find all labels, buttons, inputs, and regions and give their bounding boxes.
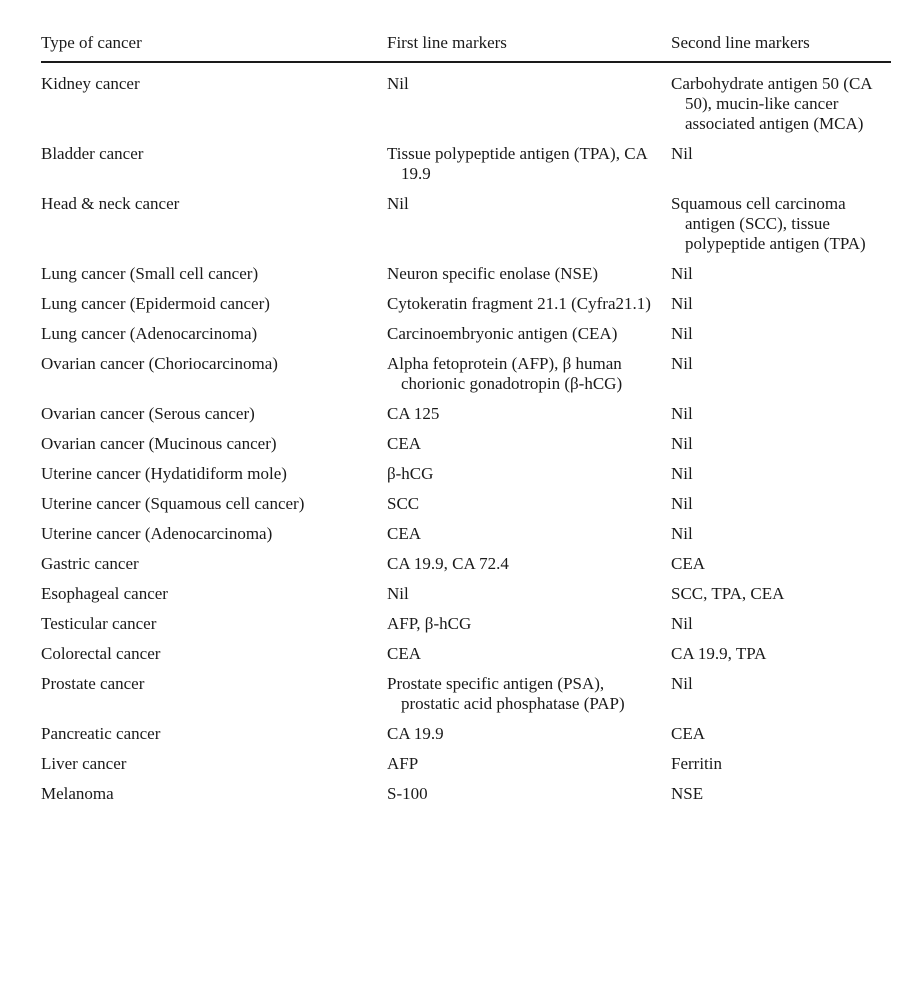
cell-first-line-markers [387, 674, 671, 724]
table-row [41, 294, 891, 324]
cell-first-line-markers [387, 144, 671, 194]
table-row [41, 62, 891, 144]
table-row [41, 404, 891, 434]
cell-second-line-markers [671, 62, 891, 144]
cell-second-line-markers [671, 194, 891, 264]
cell-first-line-markers-text: Carcinoembryonic antigen (CEA) [387, 324, 618, 343]
header-type-of-cancer: Type of cancer [41, 0, 387, 62]
cell-first-line-markers [387, 554, 671, 584]
table-row [41, 754, 891, 784]
cell-type-of-cancer [41, 524, 387, 554]
table-row [41, 494, 891, 524]
cell-type-of-cancer [41, 62, 387, 144]
cell-second-line-markers-text: Nil [671, 614, 693, 633]
cell-second-line-markers-text: Nil [671, 354, 693, 373]
table-row [41, 194, 891, 264]
table-row [41, 464, 891, 494]
table-header [41, 0, 891, 62]
cell-first-line-markers-text: Neuron specific enolase (NSE) [387, 264, 599, 283]
cell-first-line-markers [387, 644, 671, 674]
cell-second-line-markers-text: CEA [671, 724, 705, 743]
cell-second-line-markers [671, 754, 891, 784]
cell-first-line-markers-text: SCC [387, 494, 420, 513]
cell-first-line-markers [387, 294, 671, 324]
cell-second-line-markers [671, 324, 891, 354]
cell-second-line-markers [671, 354, 891, 404]
cell-second-line-markers-text: Nil [671, 264, 693, 283]
cell-second-line-markers-text: NSE [671, 784, 704, 803]
cell-type-of-cancer [41, 404, 387, 434]
cell-type-of-cancer-text: Kidney cancer [41, 74, 140, 93]
cell-first-line-markers-text: Cytokeratin fragment 21.1 (Cyfra21.1) [387, 294, 651, 313]
cell-type-of-cancer-text: Melanoma [41, 784, 114, 803]
cell-second-line-markers-text: Nil [671, 524, 693, 543]
header-first-line-markers: First line markers [387, 0, 671, 62]
table-row [41, 584, 891, 614]
cell-first-line-markers [387, 194, 671, 264]
cell-second-line-markers [671, 554, 891, 584]
header-row [41, 0, 891, 62]
cell-type-of-cancer [41, 194, 387, 264]
cell-second-line-markers-text: Squamous cell carcinoma antigen (SCC), tissue polypeptide antigen (TPA) [671, 194, 866, 253]
cell-first-line-markers-text: CA 125 [387, 404, 440, 423]
cell-first-line-markers [387, 524, 671, 554]
cell-type-of-cancer [41, 324, 387, 354]
cell-first-line-markers [387, 434, 671, 464]
cell-first-line-markers-text: CA 19.9 [387, 724, 444, 743]
cell-type-of-cancer-text: Ovarian cancer (Serous cancer) [41, 404, 255, 423]
cell-first-line-markers-text: S-100 [387, 784, 428, 803]
cell-first-line-markers-text: Nil [387, 74, 409, 93]
cell-first-line-markers-text: CEA [387, 434, 421, 453]
cell-first-line-markers-text: Nil [387, 194, 409, 213]
cell-first-line-markers [387, 494, 671, 524]
cell-type-of-cancer-text: Ovarian cancer (Choriocarcinoma) [41, 354, 278, 373]
cell-type-of-cancer-text: Bladder cancer [41, 144, 144, 163]
cell-second-line-markers-text: Nil [671, 144, 693, 163]
cell-first-line-markers [387, 584, 671, 614]
cell-second-line-markers [671, 144, 891, 194]
cell-second-line-markers-text: Ferritin [671, 754, 722, 773]
cell-first-line-markers [387, 724, 671, 754]
cell-second-line-markers [671, 434, 891, 464]
cell-second-line-markers-text: Nil [671, 494, 693, 513]
cell-second-line-markers [671, 584, 891, 614]
table-row [41, 784, 891, 814]
cell-second-line-markers [671, 494, 891, 524]
cell-type-of-cancer [41, 644, 387, 674]
marker-table-container [41, 0, 891, 814]
cell-second-line-markers [671, 294, 891, 324]
table-row [41, 724, 891, 754]
table-row [41, 144, 891, 194]
cell-first-line-markers [387, 62, 671, 144]
cell-second-line-markers [671, 524, 891, 554]
cell-type-of-cancer [41, 754, 387, 784]
cell-first-line-markers [387, 614, 671, 644]
cell-type-of-cancer [41, 674, 387, 724]
table-row [41, 264, 891, 294]
cell-type-of-cancer [41, 584, 387, 614]
cell-type-of-cancer-text: Lung cancer (Small cell cancer) [41, 264, 259, 283]
cell-type-of-cancer-text: Lung cancer (Epidermoid cancer) [41, 294, 270, 313]
cell-first-line-markers-text: CEA [387, 644, 421, 663]
cell-type-of-cancer [41, 554, 387, 584]
table-row [41, 614, 891, 644]
cell-first-line-markers-text: CA 19.9, CA 72.4 [387, 554, 509, 573]
cell-type-of-cancer-text: Lung cancer (Adenocarcinoma) [41, 324, 258, 343]
cell-first-line-markers [387, 404, 671, 434]
cell-second-line-markers-text: Nil [671, 324, 693, 343]
cell-first-line-markers [387, 264, 671, 294]
cell-type-of-cancer-text: Esophageal cancer [41, 584, 168, 603]
table-row [41, 644, 891, 674]
cell-type-of-cancer [41, 294, 387, 324]
cell-second-line-markers [671, 264, 891, 294]
cell-second-line-markers-text: Nil [671, 674, 693, 693]
cell-type-of-cancer-text: Pancreatic cancer [41, 724, 161, 743]
cell-first-line-markers-text: CEA [387, 524, 421, 543]
cell-type-of-cancer-text: Liver cancer [41, 754, 127, 773]
cell-second-line-markers-text: Nil [671, 294, 693, 313]
tumor-marker-table [41, 0, 891, 814]
header-second-line-markers: Second line markers [671, 0, 891, 62]
cell-type-of-cancer [41, 354, 387, 404]
cell-first-line-markers [387, 784, 671, 814]
cell-type-of-cancer [41, 434, 387, 464]
cell-second-line-markers [671, 404, 891, 434]
table-row [41, 554, 891, 584]
cell-type-of-cancer-text: Uterine cancer (Adenocarcinoma) [41, 524, 273, 543]
cell-second-line-markers-text: Nil [671, 404, 693, 423]
cell-second-line-markers-text: SCC, TPA, CEA [671, 584, 785, 603]
cell-second-line-markers [671, 674, 891, 724]
cell-first-line-markers [387, 354, 671, 404]
cell-type-of-cancer [41, 784, 387, 814]
table-row [41, 354, 891, 404]
table-row [41, 674, 891, 724]
cell-type-of-cancer-text: Uterine cancer (Squamous cell cancer) [41, 494, 305, 513]
cell-type-of-cancer-text: Prostate cancer [41, 674, 145, 693]
cell-type-of-cancer-text: Uterine cancer (Hydatidiform mole) [41, 464, 287, 483]
cell-second-line-markers [671, 644, 891, 674]
cell-second-line-markers-text: Carbohydrate antigen 50 (CA 50), mucin-like cancer associated antigen (MCA) [671, 74, 872, 133]
cell-first-line-markers-text: Tissue polypeptide antigen (TPA), CA 19.9 [387, 144, 647, 183]
cell-second-line-markers-text: CA 19.9, TPA [671, 644, 767, 663]
cell-type-of-cancer-text: Gastric cancer [41, 554, 139, 573]
cell-type-of-cancer [41, 144, 387, 194]
cell-first-line-markers [387, 464, 671, 494]
cell-first-line-markers [387, 754, 671, 784]
cell-type-of-cancer-text: Ovarian cancer (Mucinous cancer) [41, 434, 277, 453]
cell-second-line-markers-text: Nil [671, 464, 693, 483]
cell-first-line-markers-text: Alpha fetoprotein (AFP), β human chorionic gonadotropin (β-hCG) [387, 354, 623, 393]
cell-type-of-cancer [41, 614, 387, 644]
cell-type-of-cancer [41, 494, 387, 524]
cell-first-line-markers-text: β-hCG [387, 464, 434, 483]
table-row [41, 524, 891, 554]
cell-type-of-cancer [41, 464, 387, 494]
cell-first-line-markers [387, 324, 671, 354]
cell-type-of-cancer-text: Testicular cancer [41, 614, 157, 633]
cell-type-of-cancer-text: Head & neck cancer [41, 194, 180, 213]
cell-second-line-markers [671, 784, 891, 814]
cell-second-line-markers [671, 464, 891, 494]
cell-first-line-markers-text: Prostate specific antigen (PSA), prostatic acid phosphatase (PAP) [387, 674, 625, 713]
cell-type-of-cancer [41, 264, 387, 294]
cell-second-line-markers [671, 724, 891, 754]
cell-type-of-cancer [41, 724, 387, 754]
cell-first-line-markers-text: Nil [387, 584, 409, 603]
table-row [41, 434, 891, 464]
cell-first-line-markers-text: AFP [387, 754, 419, 773]
cell-second-line-markers-text: Nil [671, 434, 693, 453]
table-body [41, 62, 891, 814]
cell-second-line-markers [671, 614, 891, 644]
cell-type-of-cancer-text: Colorectal cancer [41, 644, 161, 663]
table-row [41, 324, 891, 354]
cell-second-line-markers-text: CEA [671, 554, 705, 573]
cell-first-line-markers-text: AFP, β-hCG [387, 614, 472, 633]
